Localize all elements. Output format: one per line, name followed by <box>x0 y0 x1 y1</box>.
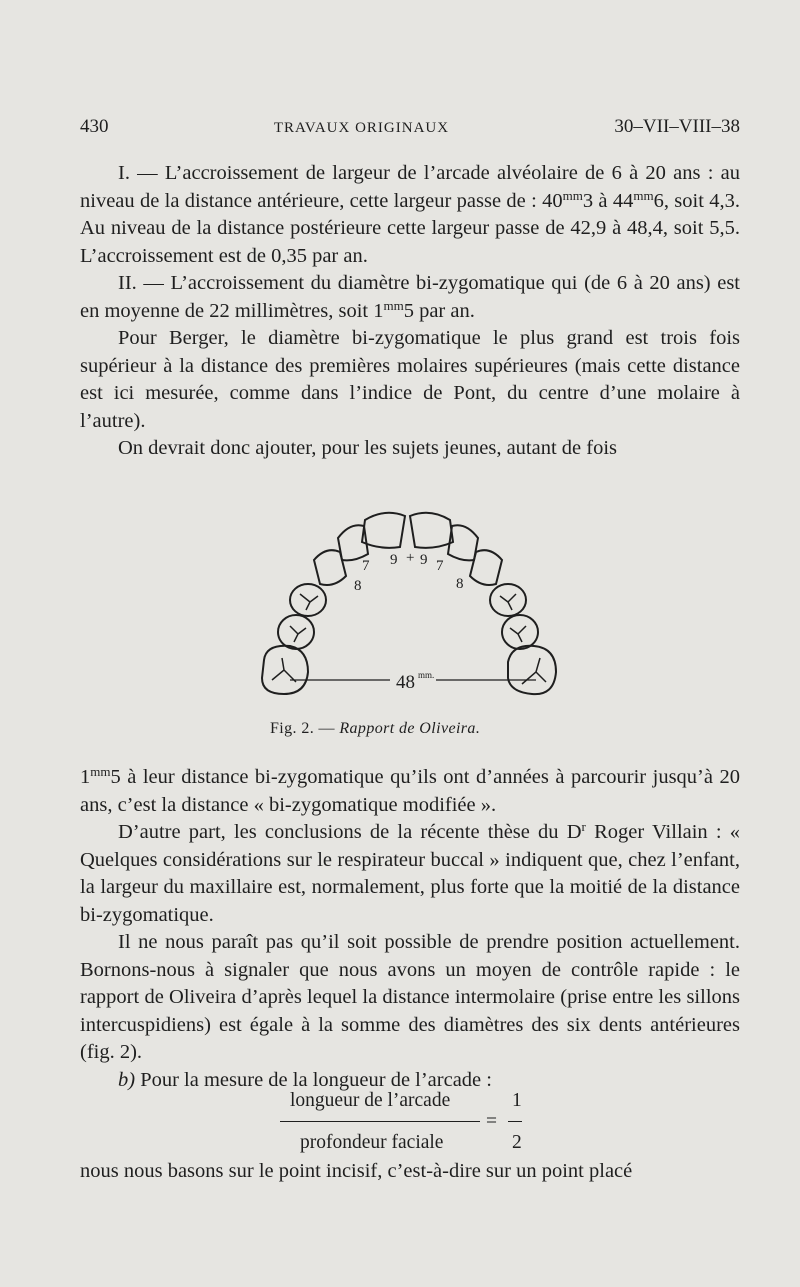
molar-right <box>508 646 556 694</box>
molar-left <box>262 646 308 694</box>
running-title: TRAVAUX ORIGINAUX <box>273 120 450 136</box>
formula-equals: = <box>486 1111 497 1132</box>
paragraph-3: Pour Berger, le diamètre bi-zygomatique le plus grand est trois fois supérieur à la distance des premières molaires supérieures (mais cette distance est ici mesurée, comme dans l’indice de Pont, du centre d’une molaire à l’autre). <box>80 327 740 432</box>
paragraph-2: II. — L’accroissement du diamètre bi-zygomatique qui (de 6 à 20 ans) est en moyenne de 22 millimètres, soit $1^{mm}5$ par an. <box>80 272 740 322</box>
measure-unit: mm. <box>418 670 435 680</box>
incisor-right <box>410 513 453 548</box>
paragraph-5: $1^{mm}5$ à leur distance bi-zygomatique qu’ils ont d’années à parcourir jusqu’à 20 ans, c’est la distance « bi-zygomatique modifiée ». <box>80 764 740 816</box>
paragraph-6: D’autre part, les conclusions de la récente thèse du $D^r$ Roger Villain : « Quelques considérations sur le respirateur buccal » indiquent que, chez l’enfant, la largeur du maxillaire est, normalement, plus forte que la moitié de la distance bi-zygomatique. <box>80 819 740 926</box>
label-8-right: 8 <box>456 576 464 592</box>
formula-fraction-bar <box>280 1121 480 1122</box>
body-text-top <box>80 160 740 463</box>
measure-value: 48 <box>396 672 415 693</box>
paragraph-1: I. — L’accroissement de largeur de l’arcade alvéolaire de 6 à 20 ans : au niveau de la distance antérieure, cette largeur passe de : $40^{mm}3$ à $44^{mm}6$, soit 4,3. Au niveau de la distance postérieure cette largeur passe de 42,9 à 48,4, soit 5,5. L’accroissement est de 0,35 par an. <box>80 162 740 267</box>
formula-denominator: profondeur faciale <box>300 1132 444 1153</box>
figure-caption <box>270 720 560 738</box>
page-number: 430 <box>80 116 109 137</box>
list-marker-b: b) <box>118 1068 136 1091</box>
canine-left <box>314 550 346 585</box>
running-header <box>80 116 740 138</box>
premolar-1-right <box>490 584 526 616</box>
paragraph-7: Il ne nous paraît pas qu’il soit possible de prendre position actuellement. Bornons-nous à signaler que nous avons un moyen de contrôle rapide : le rapport de Oliveira d’après lequel la distance intermolaire (prise entre les sillons intercuspidiens) est égale à la somme des diamètres des six dents antérieures (fig. 2). <box>80 931 740 1063</box>
formula-numerator: longueur de l’arcade <box>290 1090 451 1111</box>
label-9-left: 9 <box>390 552 398 568</box>
label-plus: + <box>406 550 415 566</box>
formula-ratio-numerator: 1 <box>512 1090 522 1111</box>
paragraph-8-text: Pour la mesure de la longueur de l’arcade : <box>140 1068 492 1091</box>
formula-ratio-bar <box>508 1121 522 1122</box>
label-7-left: 7 <box>362 558 370 574</box>
paragraph-9: nous nous basons sur le point incisif, c’est-à-dire sur un point placé <box>80 1160 633 1182</box>
incisor-left <box>362 513 405 548</box>
label-9-right: 9 <box>420 552 428 568</box>
formula-ratio-denominator: 2 <box>512 1132 522 1153</box>
caption-figure-number: Fig. 2. — <box>270 720 335 737</box>
ratio-formula <box>270 1090 530 1160</box>
body-text-bottom <box>80 764 740 1094</box>
label-8-left: 8 <box>354 578 362 594</box>
caption-title: Rapport de Oliveira. <box>339 720 481 737</box>
canine-right <box>470 550 502 585</box>
dental-arch-figure <box>250 502 580 712</box>
label-7-right: 7 <box>436 558 444 574</box>
paragraph-4: On devrait donc ajouter, pour les sujets jeunes, autant de fois <box>118 437 618 459</box>
issue-number: 30–VII–VIII–38 <box>614 116 740 137</box>
body-text-end <box>80 1158 740 1186</box>
